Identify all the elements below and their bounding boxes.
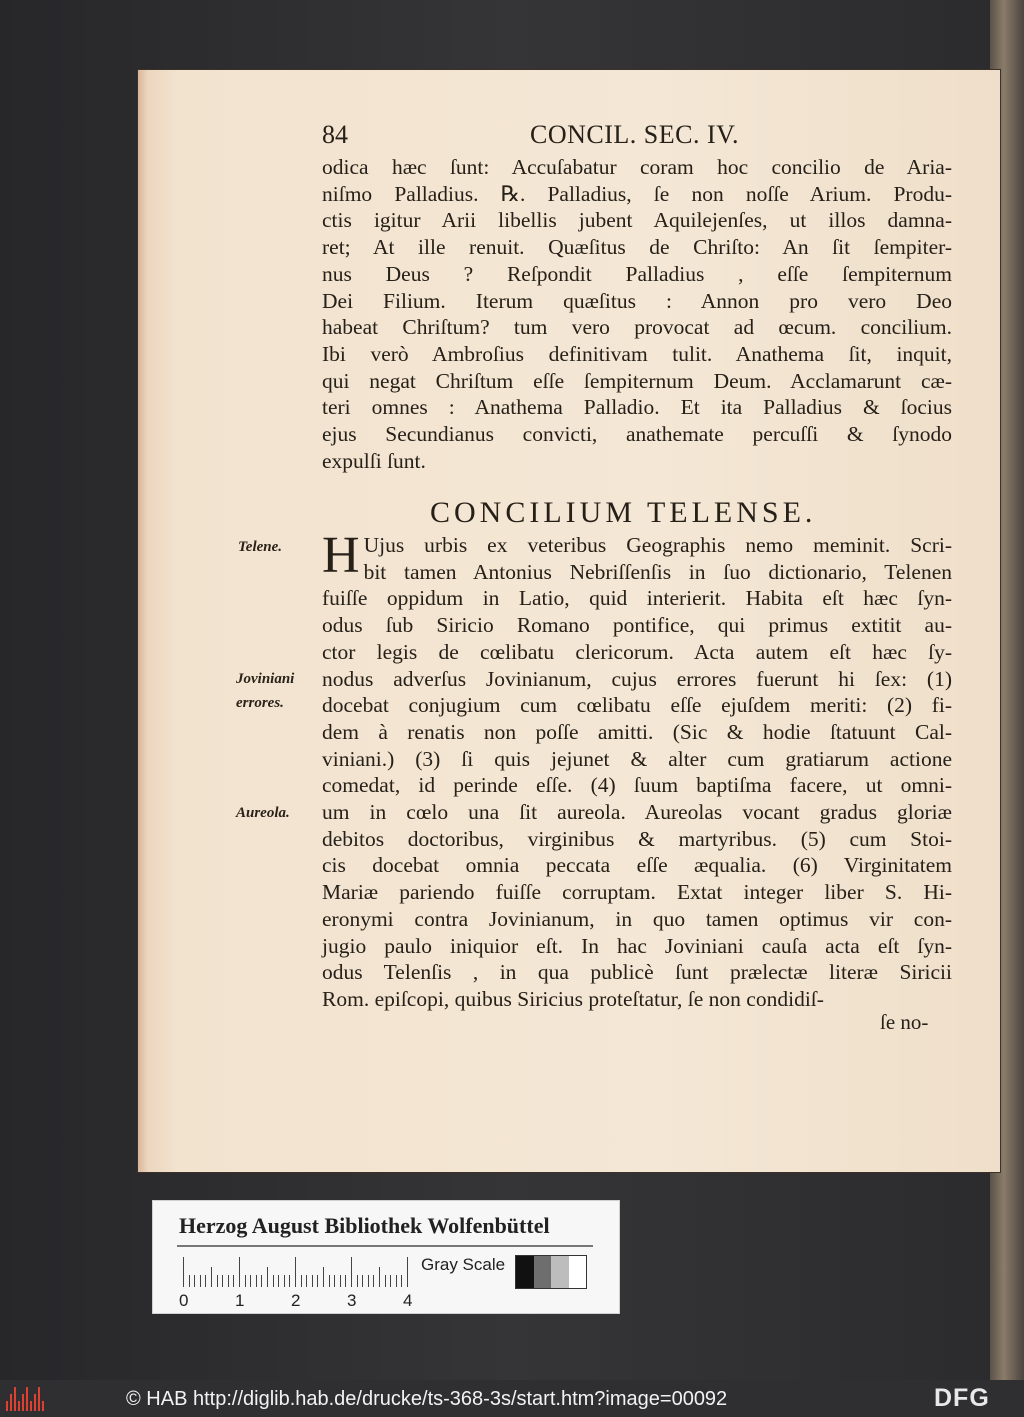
text-line: dem à renatis non poſſe amitti. (Sic & hodie ſtatuunt Cal- xyxy=(322,719,952,744)
text-line: teri omnes : Anathema Palladio. Et ita Palladius & ſocius xyxy=(322,395,952,420)
ruler-tick xyxy=(396,1275,397,1287)
ruler-tick xyxy=(256,1275,257,1287)
ruler-tick xyxy=(189,1275,190,1287)
ruler-tick xyxy=(222,1275,223,1287)
ruler-number: 2 xyxy=(291,1291,301,1310)
text-line: qui negat Chriſtum eſſe ſempiternum Deum. Acclamarunt cæ- xyxy=(322,368,952,393)
footer-credit-link[interactable]: © HAB http://diglib.hab.de/drucke/ts-368-3s/start.htm?image=00092 xyxy=(126,1388,728,1410)
ruler-tick xyxy=(273,1275,274,1287)
color-calibration-bar xyxy=(152,1200,620,1314)
margin-note-errores: errores. xyxy=(236,695,284,711)
margin-note-joviniani: Joviniani xyxy=(236,671,295,687)
ruler-tick xyxy=(368,1275,369,1287)
running-head-title: CONCIL. SEC. IV. xyxy=(530,120,740,149)
ruler-number: 3 xyxy=(347,1291,357,1310)
text-line: nodus adverſus Jovinianum, cujus errores fuerunt hi ſex: (1) xyxy=(322,666,952,691)
ruler-tick xyxy=(390,1275,391,1287)
text-line: Dei Filium. Iterum quæſitus : Annon pro vero Deo xyxy=(322,288,952,313)
text-line: ctor legis de cœlibatu clericorum. Acta autem eſt hæc ſy- xyxy=(322,639,952,664)
ruler-number: 4 xyxy=(403,1291,413,1310)
ruler-tick xyxy=(301,1275,302,1287)
margin-note-telene: Telene. xyxy=(238,539,283,555)
text-line: jugio paulo iniquior eſt. In hac Joviniani cauſa acta eſt ſyn- xyxy=(322,933,952,958)
text-line: nus Deus ? Reſpondit Palladius , eſſe ſempiternum xyxy=(322,261,952,286)
ruler-tick xyxy=(217,1275,218,1287)
ruler-tick xyxy=(250,1275,251,1287)
ruler-tick xyxy=(239,1257,240,1287)
ruler-tick xyxy=(278,1275,279,1287)
logo-bar xyxy=(30,1401,32,1411)
text-line: ejus Secundianus convicti, anathemate percuſſi & ſynodo xyxy=(322,422,952,447)
logo-bar xyxy=(22,1394,24,1411)
text-line: expulſi ſunt. xyxy=(322,448,426,473)
gray-scale-label: Gray Scale xyxy=(421,1255,506,1274)
text-line: eronymi contra Jovinianum, in quo tamen optimus vir con- xyxy=(322,906,952,931)
logo-bar xyxy=(34,1394,36,1411)
colorbar-rule xyxy=(177,1245,593,1247)
scale-ruler xyxy=(183,1257,411,1287)
ruler-number: 1 xyxy=(235,1291,245,1310)
ruler-tick xyxy=(329,1275,330,1287)
ruler-tick xyxy=(401,1275,402,1287)
ruler-tick xyxy=(289,1275,290,1287)
ruler-tick xyxy=(334,1275,335,1287)
text-line: fuiſſe oppidum in Latio, quid interierit. Habita eſt hæc ſyn- xyxy=(322,586,952,611)
gray-swatch xyxy=(534,1256,552,1288)
library-name: Herzog August Bibliothek Wolfenbüttel xyxy=(179,1213,550,1238)
text-line: viniani.) (3) ſi quis jejunet & alter cum gratiarum actione xyxy=(322,746,952,771)
gray-swatch xyxy=(516,1256,534,1288)
text-line: ret; At ille renuit. Quæſitus de Chriſto: An ſit ſempiter- xyxy=(322,235,952,260)
text-line: Rom. epiſcopi, quibus Siricius proteſtatur, ſe non condidiſ- xyxy=(322,986,824,1011)
text-line: debitos doctoribus, virginibus & martyribus. (5) cum Stoi- xyxy=(322,826,952,851)
section-title: CONCILIUM TELENSE. xyxy=(430,496,817,529)
text-line: habeat Chriſtum? tum vero provocat ad œcum. concilium. xyxy=(322,315,952,340)
ruler-tick xyxy=(317,1275,318,1287)
hab-logo-icon xyxy=(6,1387,46,1411)
text-line: um in cœlo una ſit aureola. Aureolas vocant gradus gloriæ xyxy=(322,800,952,825)
ruler-tick xyxy=(323,1267,324,1287)
running-head xyxy=(322,120,952,152)
text-line: docebat conjugium cum cœlibatu eſſe ejuſdem meriti: (2) fi- xyxy=(322,693,952,718)
ruler-tick xyxy=(267,1267,268,1287)
ruler-tick xyxy=(345,1275,346,1287)
text-line: comedat, id perinde eſſe. (4) ſuum baptiſma facere, ut omni- xyxy=(322,773,952,798)
ruler-tick xyxy=(200,1275,201,1287)
ruler-tick xyxy=(306,1275,307,1287)
logo-bar xyxy=(38,1387,40,1411)
top-paragraph xyxy=(322,154,952,474)
ruler-tick xyxy=(228,1275,229,1287)
text-line: odus ſub Siricio Romano pontifice, qui primus extitit au- xyxy=(322,613,952,638)
logo-bar xyxy=(26,1387,28,1411)
ruler-tick xyxy=(233,1275,234,1287)
logo-bar xyxy=(6,1401,8,1411)
ruler-tick xyxy=(407,1257,408,1287)
ruler-tick xyxy=(373,1275,374,1287)
ruler-tick xyxy=(205,1275,206,1287)
footer-bar xyxy=(0,1380,1024,1417)
ruler-tick xyxy=(183,1257,184,1287)
gray-swatch xyxy=(551,1256,569,1288)
ruler-tick xyxy=(379,1267,380,1287)
dfg-logo: DFG xyxy=(934,1384,990,1412)
ruler-tick xyxy=(245,1275,246,1287)
text-line: ctis igitur Arii libellis jubent Aquilejenſes, ut illos damna- xyxy=(322,208,952,233)
ruler-tick xyxy=(194,1275,195,1287)
ruler-tick xyxy=(362,1275,363,1287)
ruler-tick xyxy=(312,1275,313,1287)
text-line: Mariæ pariendo fuiſſe corruptam. Extat integer liber S. Hi- xyxy=(322,880,952,905)
text-line: odica hæc ſunt: Accuſabatur coram hoc concilio de Aria- xyxy=(322,155,952,179)
ruler-tick xyxy=(284,1275,285,1287)
logo-bar xyxy=(42,1401,44,1411)
page-number: 84 xyxy=(322,120,348,149)
gray-scale-swatches xyxy=(515,1255,587,1289)
ruler-tick xyxy=(261,1275,262,1287)
ruler-tick xyxy=(340,1275,341,1287)
drop-cap: H xyxy=(322,527,360,584)
text-line: cis docebat omnia peccata eſſe æqualia. (6) Virginitatem xyxy=(322,853,952,878)
section-paragraph xyxy=(322,527,952,1013)
text-line: niſmo Palladius. ℞. Palladius, ſe non noſſe Arium. Produ- xyxy=(322,181,952,206)
ruler-tick xyxy=(385,1275,386,1287)
text-line: bit tamen Antonius Nebriſſenſis in ſuo dictionario, Telenen xyxy=(363,559,952,584)
margin-note-aureola: Aureola. xyxy=(236,805,290,821)
ruler-tick xyxy=(211,1267,212,1287)
ruler-tick xyxy=(295,1257,296,1287)
text-line: Ujus urbis ex veteribus Geographis nemo meminit. Scri- xyxy=(363,533,952,557)
ruler-tick xyxy=(351,1257,352,1287)
logo-bar xyxy=(18,1401,20,1411)
catchword: ſe no- xyxy=(880,1010,929,1034)
ruler-number: 0 xyxy=(179,1291,189,1310)
logo-bar xyxy=(14,1387,16,1411)
logo-bar xyxy=(10,1394,12,1411)
text-line: odus Telenſis , in qua publicè ſunt prælectæ literæ Siricii xyxy=(322,960,952,985)
text-line: Ibi verò Ambroſius definitivam tulit. Anathema ſit, inquit, xyxy=(322,341,952,366)
gray-swatch xyxy=(569,1256,587,1288)
ruler-tick xyxy=(357,1275,358,1287)
